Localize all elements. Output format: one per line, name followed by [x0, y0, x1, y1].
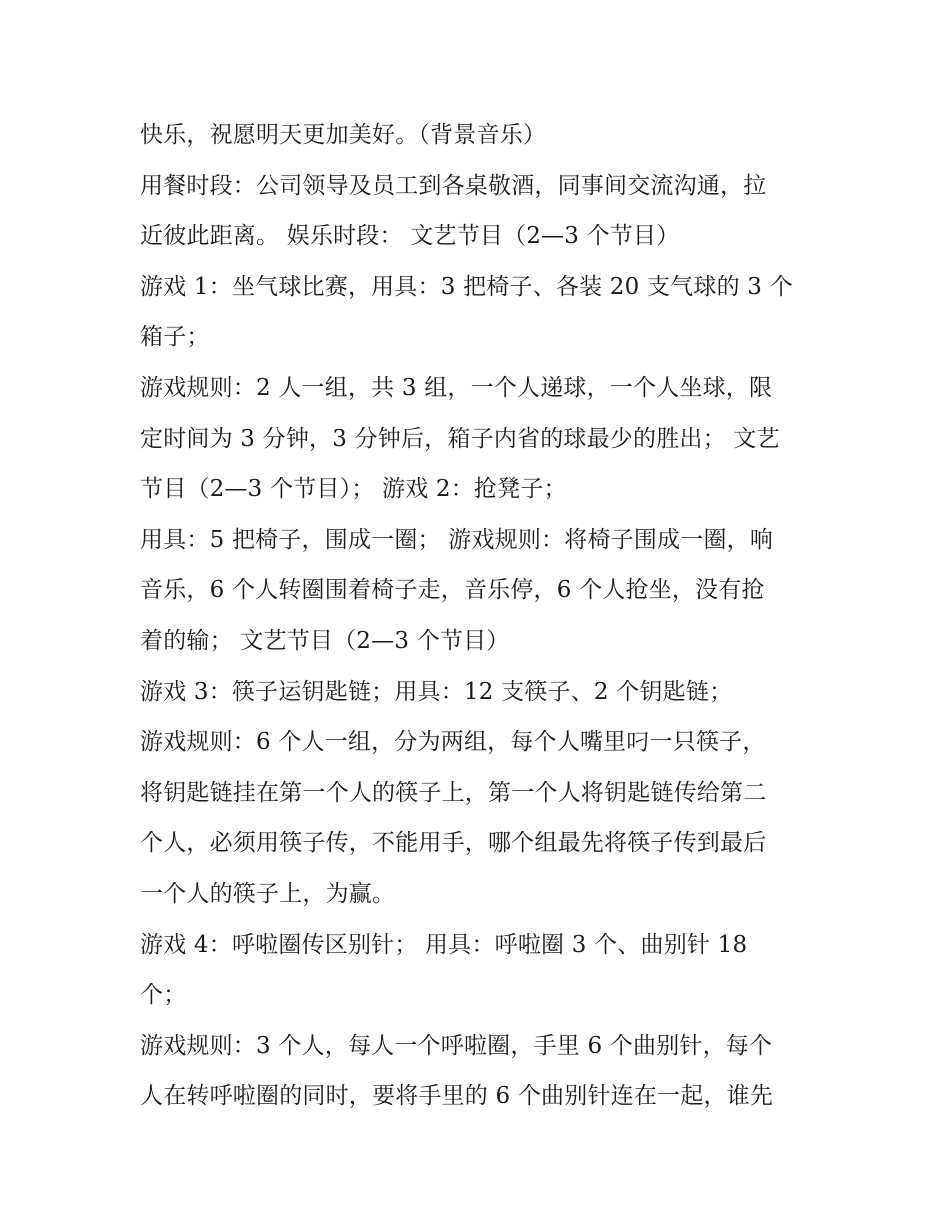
text-line: 游戏规则：3 个人，每人一个呼啦圈，手里 6 个曲别针，每个: [140, 1032, 773, 1059]
text-line: 游戏 4：呼啦圈传区别针； 用具：呼啦圈 3 个、曲别针 18: [140, 931, 748, 958]
text-line: 游戏 3：筷子运钥匙链；用具：12 支筷子、2 个钥匙链；: [140, 678, 733, 705]
document-body: [140, 110, 820, 1122]
text-line: 音乐，6 个人转圈围着椅子走，音乐停，6 个人抢坐，没有抢: [140, 577, 765, 604]
text-line: 一个人的筷子上，为赢。: [140, 880, 396, 907]
text-line: 游戏 1：坐气球比赛，用具：3 把椅子、各装 20 支气球的 3 个: [140, 273, 793, 300]
text-line: 定时间为 3 分钟，3 分钟后，箱子内省的球最少的胜出； 文艺: [140, 425, 780, 452]
text-line: 将钥匙链挂在第一个人的筷子上，第一个人将钥匙链传给第二: [140, 779, 767, 806]
text-line: 节目（2—3 个节目）； 游戏 2：抢凳子；: [140, 476, 567, 503]
text-line: 箱子；: [140, 324, 210, 351]
text-line: 人在转呼啦圈的同时，要将手里的 6 个曲别针连在一起，谁先: [140, 1083, 774, 1110]
text-line: 个人，必须用筷子传，不能用手，哪个组最先将筷子传到最后: [140, 830, 767, 857]
text-line: 游戏规则：2 人一组，共 3 组，一个人递球，一个人坐球，限: [140, 374, 773, 401]
text-line: 近彼此距离。 娱乐时段： 文艺节目（2—3 个节目）: [140, 223, 680, 250]
text-line: 着的输； 文艺节目（2—3 个节目）: [140, 627, 510, 654]
text-line: 快乐，祝愿明天更加美好。（背景音乐）: [140, 122, 547, 148]
text-line: 用餐时段：公司领导及员工到各桌敬酒，同事间交流沟通，拉: [140, 172, 767, 199]
text-line: 个；: [140, 982, 187, 1009]
text-line: 用具：5 把椅子，围成一圈； 游戏规则：将椅子围成一圈，响: [140, 526, 774, 553]
text-line: 游戏规则：6 个人一组，分为两组，每个人嘴里叼一只筷子，: [140, 729, 766, 756]
